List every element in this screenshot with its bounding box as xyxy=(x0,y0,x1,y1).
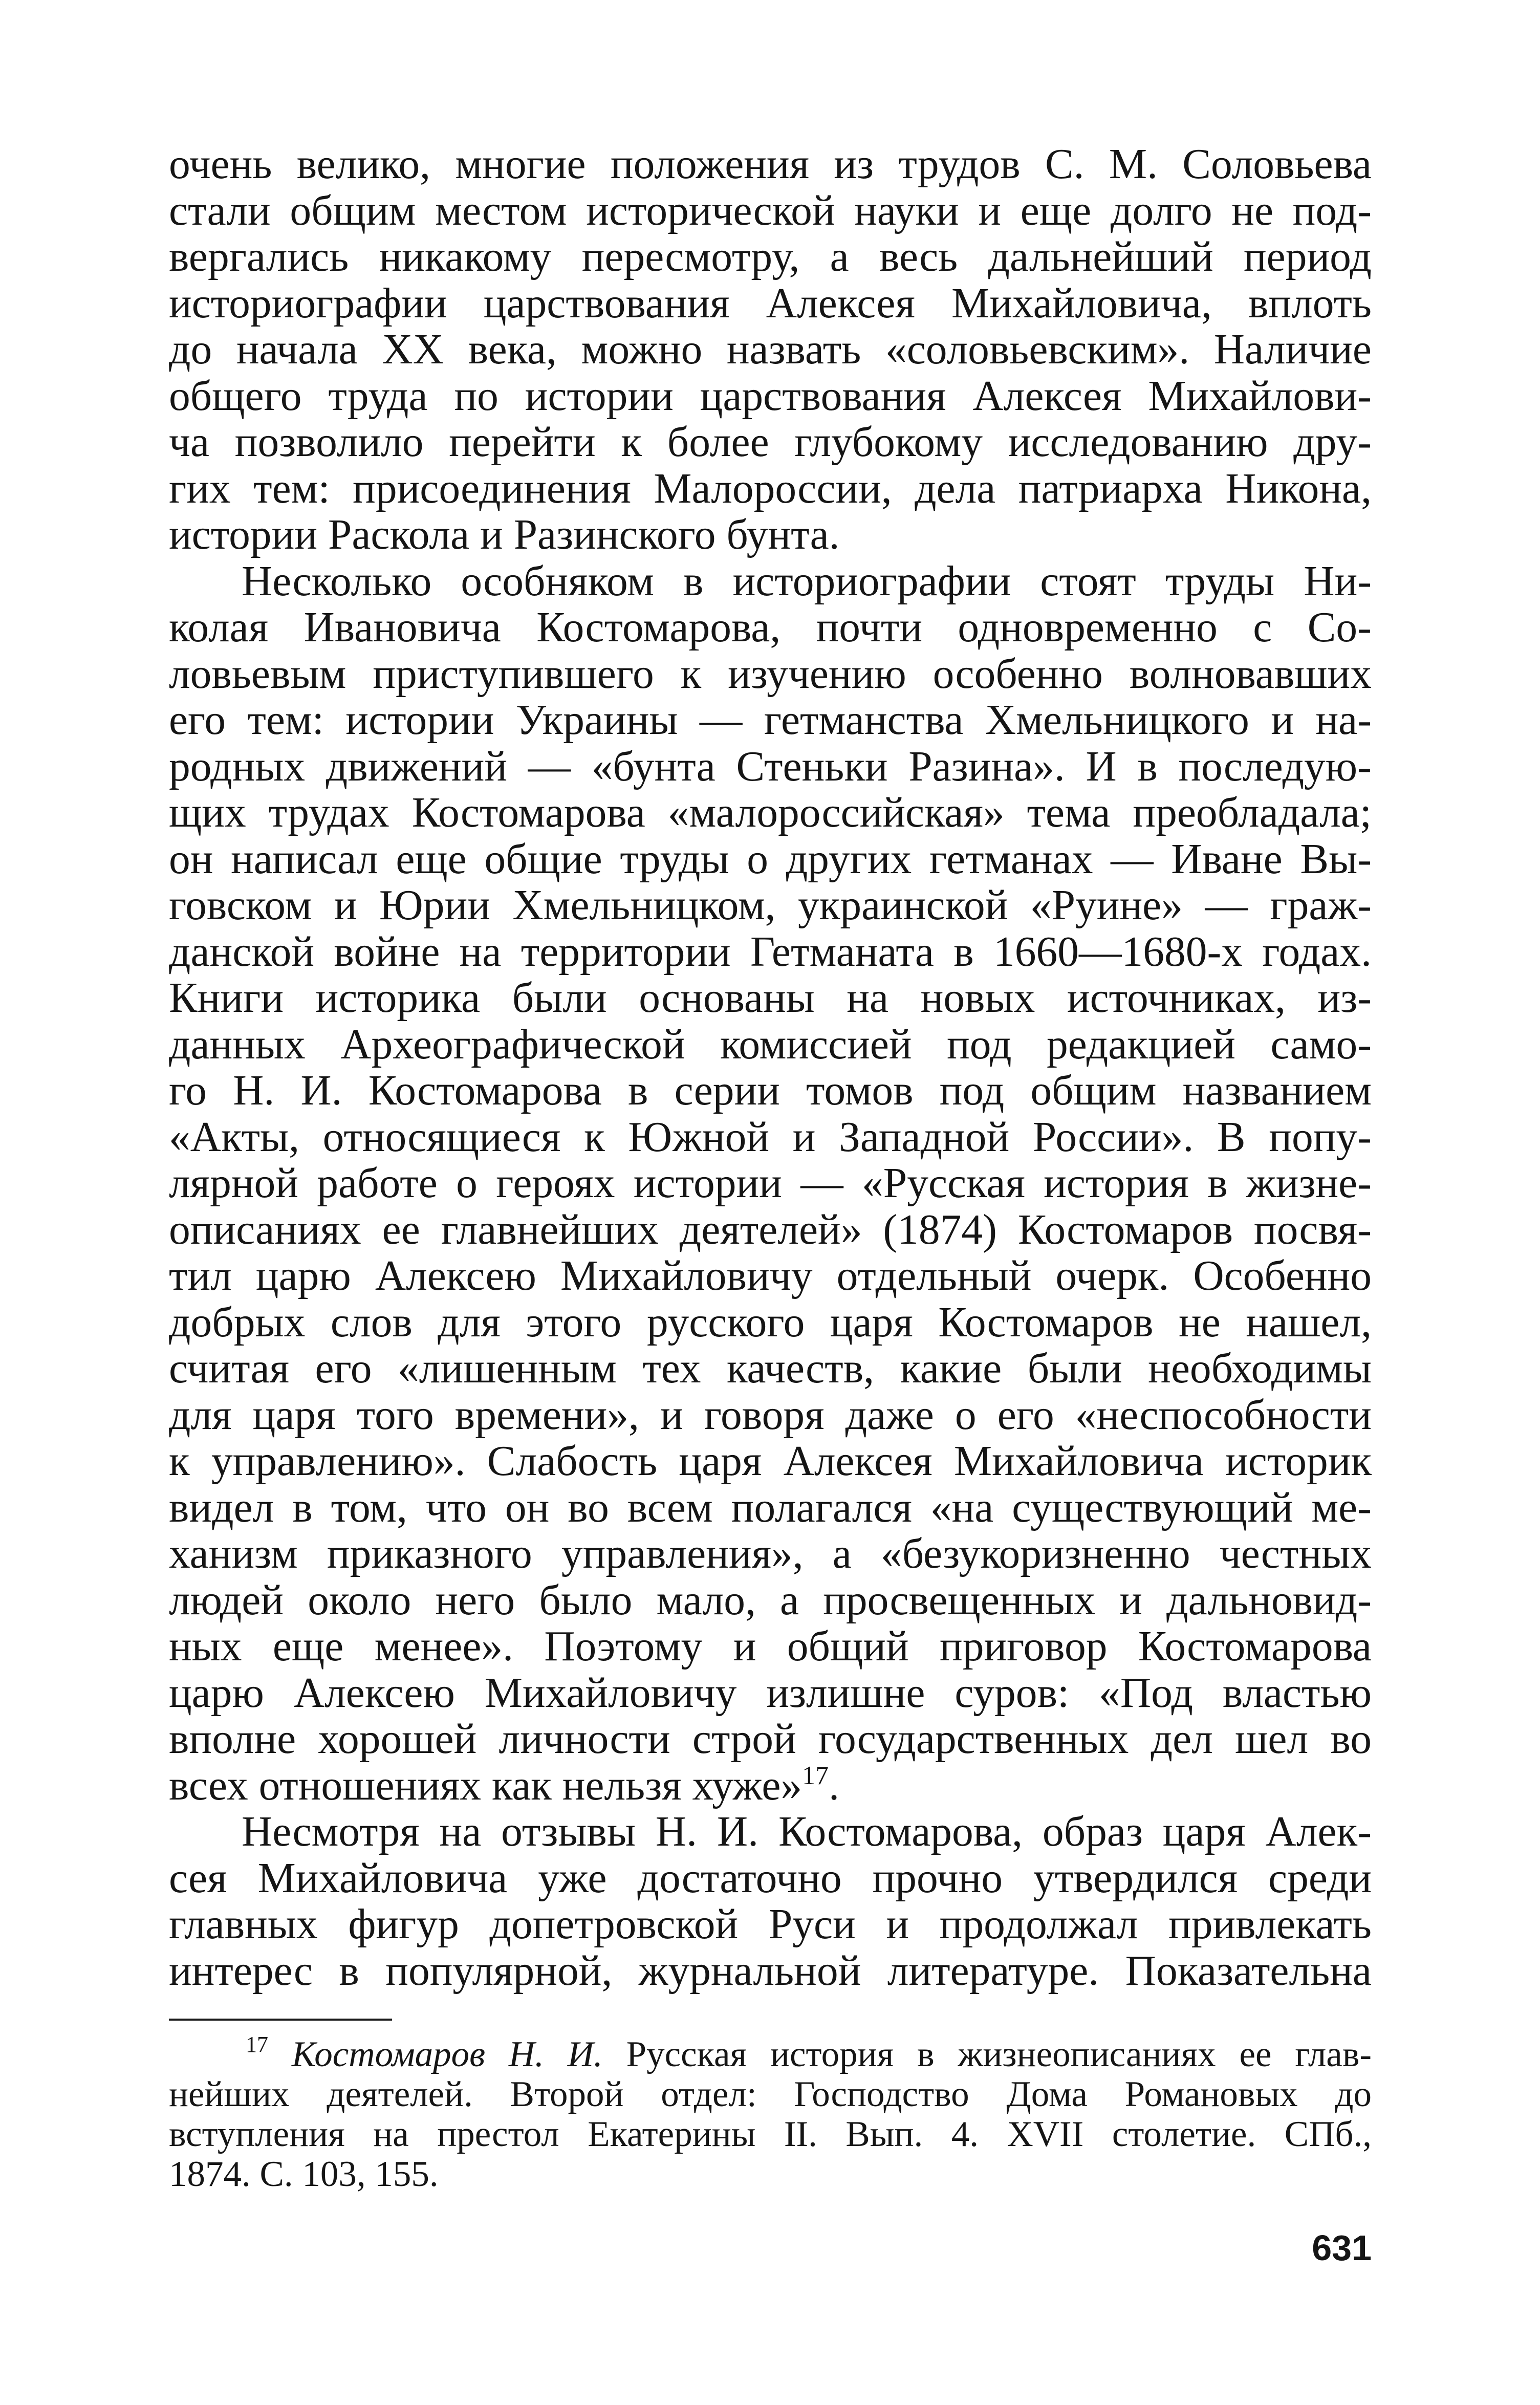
text-line: главных фигур допетровской Руси и продолжал привлекать xyxy=(169,1901,1372,1948)
body-text xyxy=(169,141,1372,1994)
text-line-with-footnote: всех отношениях как нельзя хуже»$^{17}$. xyxy=(169,1761,840,1809)
footnote-line: вступления на престол Екатерины II. Вып. 4. XVII столетие. СПб., xyxy=(169,2114,1372,2154)
text-line: тил царю Алексею Михайловичу отдельный очерк. Особенно xyxy=(169,1252,1372,1299)
text-line: родных движений — «бунта Стеньки Разина». И в последую- xyxy=(169,743,1372,790)
footnote xyxy=(169,2034,1372,2194)
footnote-reference[interactable]: 17 xyxy=(802,1761,829,1790)
text-line: Несмотря на отзывы Н. И. Костомарова, образ царя Алек- xyxy=(242,1808,1372,1855)
text-line: очень велико, многие положения из трудов С. М. Соловьева xyxy=(169,141,1372,188)
text-line: людей около него было мало, а просвещенных и дальновид- xyxy=(169,1576,1372,1624)
text-line: вергались никакому пересмотру, а весь дальнейший период xyxy=(169,233,1372,280)
text-line: считая его «лишенным тех качеств, какие были необходимы xyxy=(169,1345,1372,1392)
footnote-title: Русская история в жизнеописаниях ее глав- xyxy=(626,2034,1372,2074)
text-line: описаниях ее главнейших деятелей» (1874) Костомаров посвя- xyxy=(169,1206,1372,1253)
text-line: колая Ивановича Костомарова, почти одновременно с Со- xyxy=(169,604,1372,651)
footnote-divider xyxy=(169,2019,392,2021)
footnote-line xyxy=(169,2034,1372,2074)
text-line: интерес в популярной, журнальной литературе. Показательна xyxy=(169,1947,1372,1995)
text-line: гих тем: присоединения Малороссии, дела патриарха Никона, xyxy=(169,465,1372,512)
footnote-author: Костомаров Н. И. xyxy=(291,2034,603,2074)
text-line: данных Археографической комиссией под редакцией само- xyxy=(169,1021,1372,1068)
footnote-number: 17 xyxy=(246,2032,268,2057)
text-line: истории Раскола и Разинского бунта. xyxy=(169,511,840,558)
text-line: говском и Юрии Хмельницком, украинской «Руине» — граж- xyxy=(169,882,1372,929)
text-line: Книги историка были основаны на новых источниках, из- xyxy=(169,974,1372,1022)
text-line: видел в том, что он во всем полагался «на существующий ме- xyxy=(169,1484,1372,1531)
text-line: ных еще менее». Поэтому и общий приговор Костомарова xyxy=(169,1623,1372,1670)
text-line: ханизм приказного управления», а «безукоризненно честных xyxy=(169,1530,1372,1577)
text-line: данской войне на территории Гетманата в 1660—1680-х годах. xyxy=(169,928,1372,976)
text-line: ловьевым приступившего к изучению особенно волновавших xyxy=(169,650,1372,698)
text-line: к управлению». Слабость царя Алексея Михайловича историк xyxy=(169,1438,1372,1485)
text-line: вполне хорошей личности строй государственных дел шел во xyxy=(169,1716,1372,1763)
footnote-line: 1874. С. 103, 155. xyxy=(169,2154,439,2194)
text-line: Несколько особняком в историографии стоят труды Ни- xyxy=(242,557,1372,605)
text-line: «Акты, относящиеся к Южной и Западной России». В попу- xyxy=(169,1113,1372,1161)
text-line: лярной работе о героях истории — «Русская история в жизне- xyxy=(169,1160,1372,1207)
text-line: ча позволило перейти к более глубокому исследованию дру- xyxy=(169,419,1372,466)
text-line: он написал еще общие труды о других гетманах — Иване Вы- xyxy=(169,835,1372,883)
text-line: стали общим местом исторической науки и еще долго не под- xyxy=(169,187,1372,234)
text-line: го Н. И. Костомарова в серии томов под общим названием xyxy=(169,1067,1372,1114)
text-line: его тем: истории Украины — гетманства Хмельницкого и на- xyxy=(169,697,1372,744)
text-line: добрых слов для этого русского царя Костомаров не нашел, xyxy=(169,1298,1372,1346)
text-line: царю Алексею Михайловичу излишне суров: «Под властью xyxy=(169,1669,1372,1717)
page-number: 631 xyxy=(1312,2228,1372,2268)
text-line: для царя того времени», и говоря даже о его «неспособности xyxy=(169,1391,1372,1439)
text-line-content: всех отношениях как нельзя хуже» xyxy=(169,1762,802,1809)
footnote-line: нейших деятелей. Второй отдел: Господство Дома Романовых до xyxy=(169,2074,1372,2114)
text-line: сея Михайловича уже достаточно прочно утвердился среди xyxy=(169,1854,1372,1902)
text-line: до начала XX века, можно назвать «соловьевским». Наличие xyxy=(169,326,1372,373)
text-line: общего труда по истории царствования Алексея Михайлови- xyxy=(169,372,1372,420)
text-line: историографии царствования Алексея Михайловича, вплоть xyxy=(169,279,1372,327)
text-line: щих трудах Костомарова «малороссийская» тема преобладала; xyxy=(169,789,1372,836)
